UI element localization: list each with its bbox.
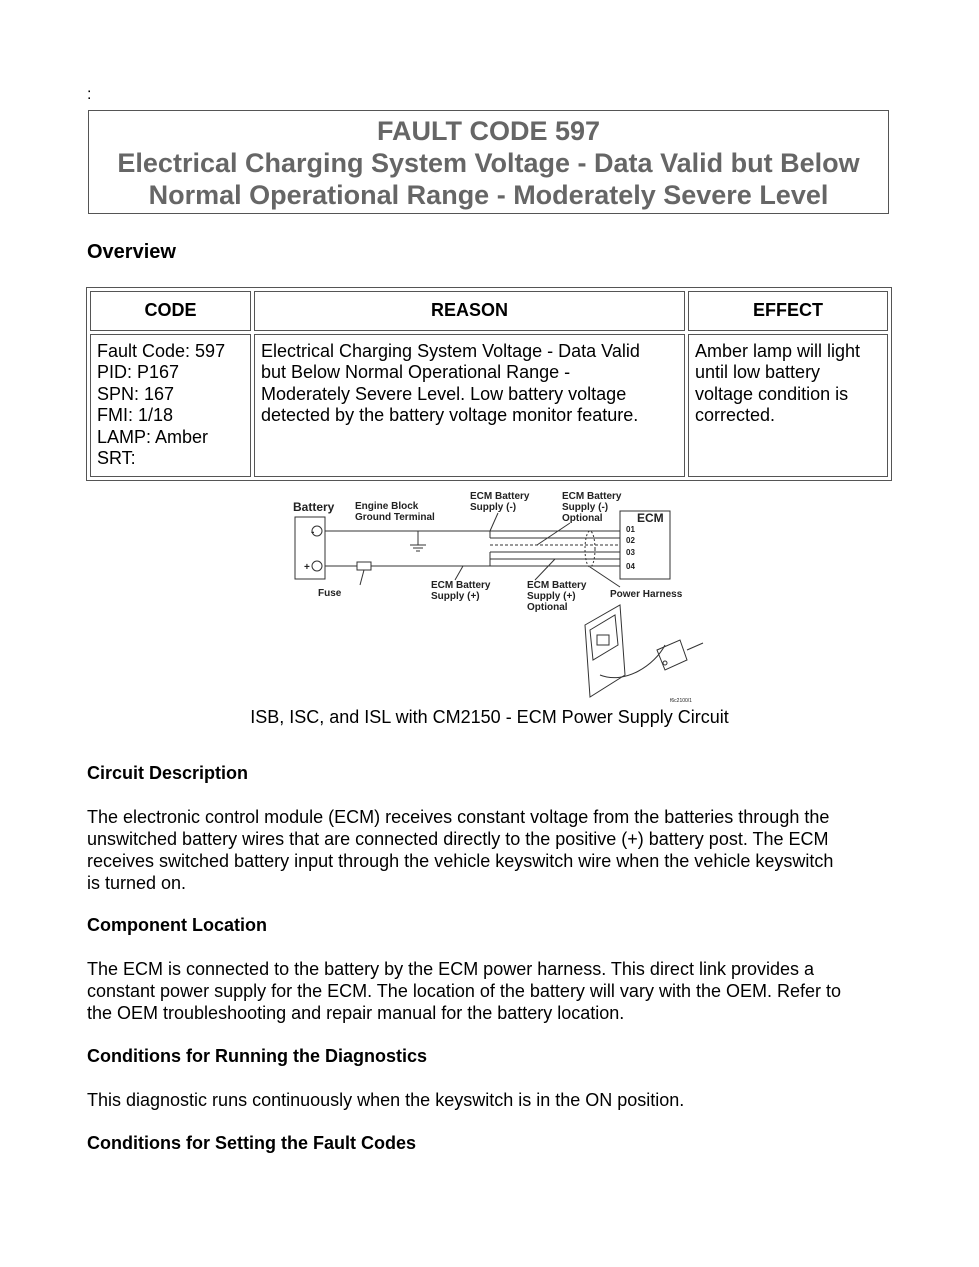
label-figure-id: f6c2100/1 <box>670 698 692 704</box>
paragraph-line: the OEM troubleshooting and repair manual for the battery location. <box>87 1003 625 1023</box>
label-fuse: Fuse <box>318 588 342 599</box>
ecm-power-supply-circuit-diagram <box>285 485 705 707</box>
effect-line: corrected. <box>695 405 776 425</box>
label-power-harness: Power Harness <box>610 589 683 600</box>
fault-code-title-box <box>88 110 889 214</box>
ecm-module-illustration <box>585 605 703 697</box>
label-supply-pos-1: ECM Battery <box>431 580 491 591</box>
label-supply-pos-opt-3: Optional <box>527 602 568 613</box>
reason-line: detected by the battery voltage monitor feature. <box>261 405 639 425</box>
code-line: SRT: <box>97 448 136 468</box>
label-ecm: ECM <box>637 511 664 525</box>
label-supply-neg-opt-3: Optional <box>562 513 603 524</box>
paragraph-line: The electronic control module (ECM) receives constant voltage from the batteries through the <box>87 807 830 827</box>
label-pin-04: 04 <box>626 562 635 571</box>
battery-pos-terminal <box>312 561 322 571</box>
cell-reason <box>254 334 685 477</box>
table-row <box>90 334 888 477</box>
header-effect: EFFECT <box>688 291 888 331</box>
overview-table <box>86 287 892 481</box>
reason-line: Moderately Severe Level. Low battery voltage <box>261 383 627 404</box>
label-supply-pos-2: Supply (+) <box>431 591 480 602</box>
code-line: Fault Code: 597 <box>97 340 226 361</box>
label-battery: Battery <box>293 500 335 514</box>
code-line: FMI: 1/18 <box>97 405 174 425</box>
label-pin-02: 02 <box>626 536 635 545</box>
label-pin-01: 01 <box>626 525 635 534</box>
reason-line: but Below Normal Operational Range - <box>261 362 571 382</box>
header-reason: REASON <box>254 291 685 331</box>
section-body-component-location <box>87 958 897 1024</box>
section-heading-component-location: Component Location <box>87 915 267 935</box>
overview-heading: Overview <box>87 241 176 263</box>
paragraph-line: The ECM is connected to the battery by the ECM power harness. This direct link provides a <box>87 959 815 979</box>
cell-code <box>90 334 251 477</box>
paragraph-line: is turned on. <box>87 873 187 893</box>
effect-line: voltage condition is <box>695 383 849 404</box>
code-line: PID: P167 <box>97 362 180 382</box>
code-line: SPN: 167 <box>97 383 175 404</box>
label-supply-neg-2: Supply (-) <box>470 502 517 513</box>
label-minus: - <box>311 527 315 538</box>
label-pin-03: 03 <box>626 548 635 557</box>
section-heading-circuit-description: Circuit Description <box>87 763 249 783</box>
label-engine-block: Engine Block <box>355 501 419 512</box>
reason-line: Electrical Charging System Voltage - Data Valid <box>261 340 640 361</box>
label-plus: + <box>304 562 310 573</box>
label-supply-pos-opt-2: Supply (+) <box>527 591 576 602</box>
paragraph-line: This diagnostic runs continuously when the keyswitch is in the ON position. <box>87 1090 685 1110</box>
label-supply-neg-opt-2: Supply (-) <box>562 502 609 513</box>
fuse-symbol <box>357 562 371 570</box>
header-code: CODE <box>90 291 251 331</box>
fault-code-subtitle-line1: Electrical Charging System Voltage - Data Valid but Below <box>117 148 860 178</box>
figure-caption: ISB, ISC, and ISL with CM2150 - ECM Power Supply Circuit <box>250 707 729 727</box>
section-heading-conditions-running: Conditions for Running the Diagnostics <box>87 1046 427 1066</box>
label-ground-terminal: Ground Terminal <box>355 512 435 523</box>
label-supply-neg-opt-1: ECM Battery <box>562 491 622 502</box>
effect-line: until low battery <box>695 362 821 382</box>
cell-effect <box>688 334 888 477</box>
label-supply-pos-opt-1: ECM Battery <box>527 580 587 591</box>
fault-code-title: FAULT CODE 597 <box>376 116 601 146</box>
label-supply-neg-1: ECM Battery <box>470 491 530 502</box>
code-line: LAMP: Amber <box>97 426 209 447</box>
section-body-circuit-description <box>87 806 897 894</box>
table-header-row <box>90 291 888 331</box>
section-heading-conditions-setting: Conditions for Setting the Fault Codes <box>87 1133 416 1153</box>
paragraph-line: unswitched battery wires that are connected directly to the positive (+) battery post. The ECM <box>87 829 829 849</box>
page-prefix-colon: : <box>87 86 92 103</box>
paragraph-line: receives switched battery input through the vehicle keyswitch wire when the vehicle keyswitch <box>87 851 834 871</box>
paragraph-line: constant power supply for the ECM. The location of the battery will vary with the OEM. Refer to <box>87 981 842 1001</box>
effect-line: Amber lamp will light <box>695 340 861 361</box>
section-body-conditions-running <box>87 1089 897 1111</box>
fault-code-subtitle-line2: Normal Operational Range - Moderately Severe Level <box>148 180 829 210</box>
